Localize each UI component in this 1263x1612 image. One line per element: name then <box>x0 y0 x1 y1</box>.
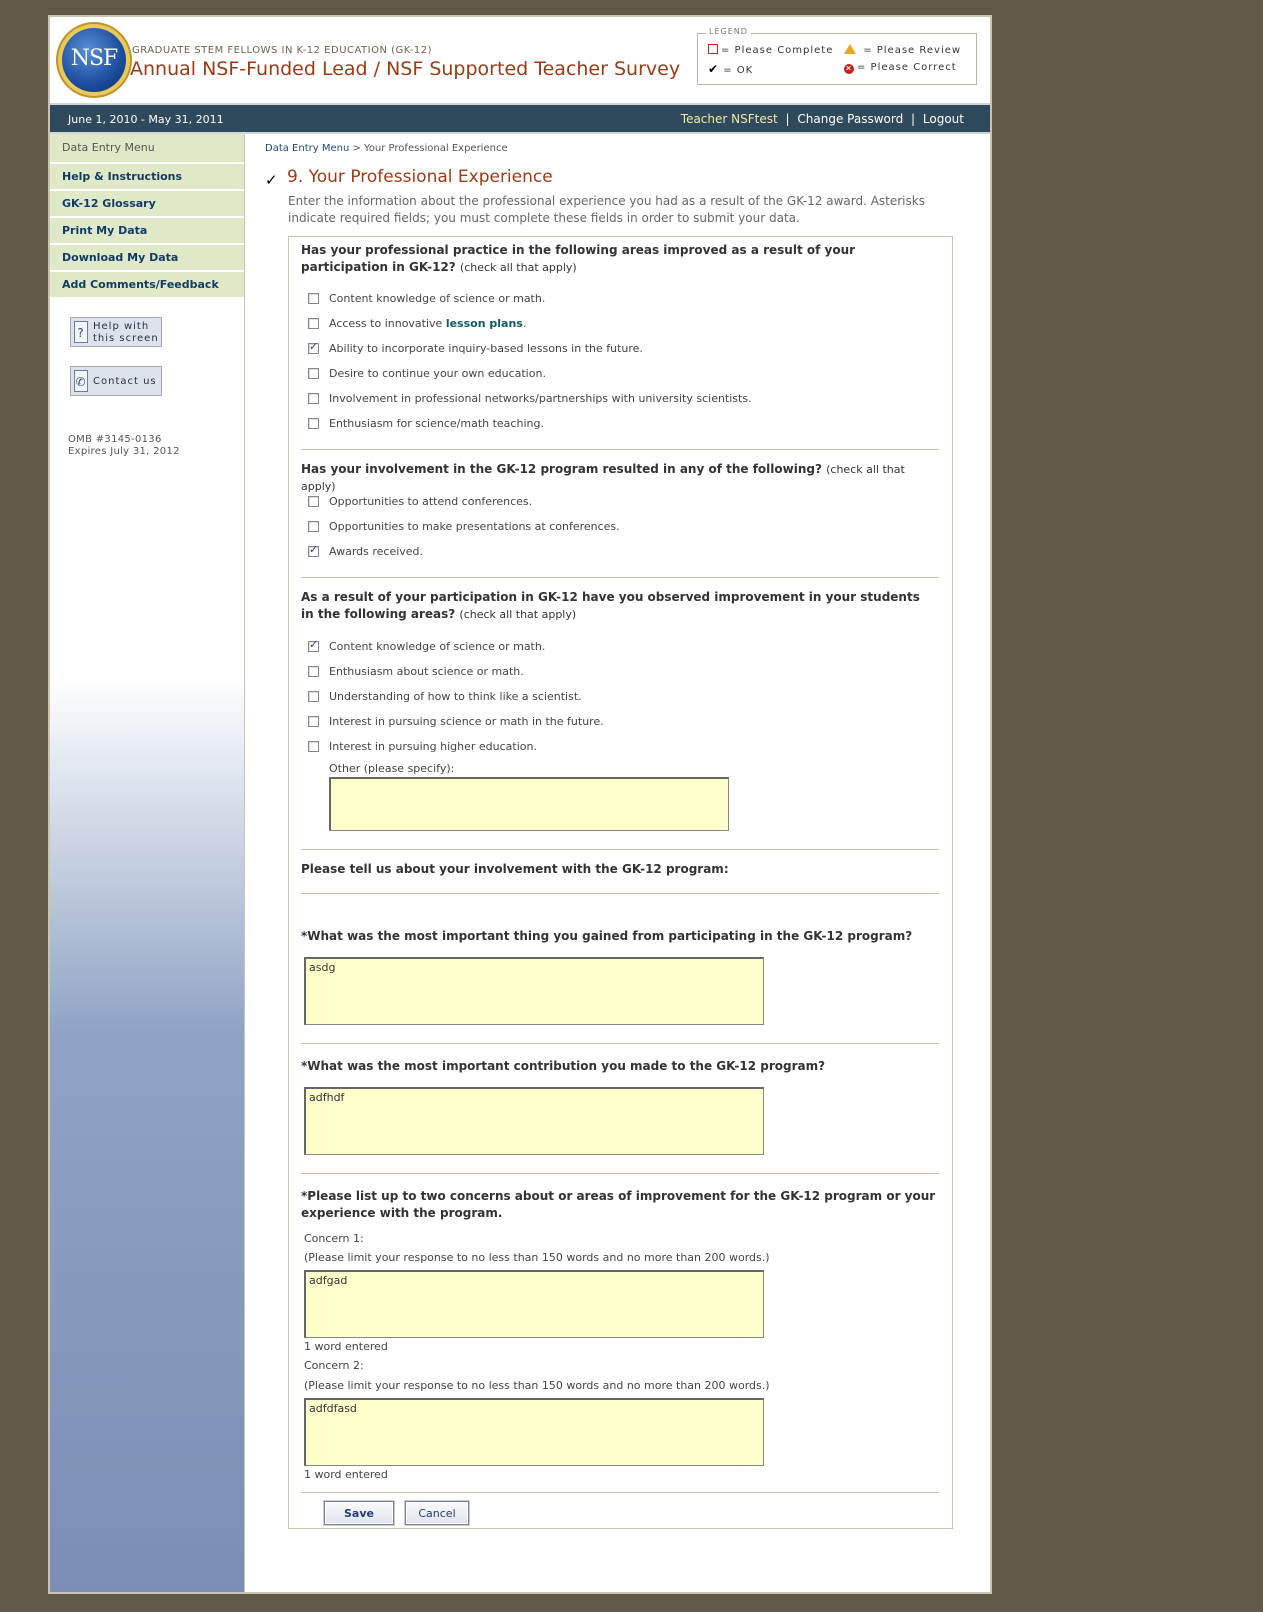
option-label: Desire to continue your own education. <box>329 367 546 380</box>
legend-ok-label: = OK <box>723 65 754 76</box>
checkbox[interactable] <box>308 496 319 507</box>
header <box>50 17 990 103</box>
checkbox[interactable] <box>308 741 319 752</box>
concern-2-hint: (Please limit your response to no less than 150 words and no more than 200 words.) <box>304 1379 770 1392</box>
option-label: Content knowledge of science or math. <box>329 640 546 653</box>
important-contribution-textarea[interactable] <box>304 1087 764 1155</box>
contact-us-label: Contact us <box>93 376 157 387</box>
other-specify-textarea[interactable] <box>329 777 729 831</box>
page-title: Annual NSF-Funded Lead / NSF Supported Teacher Survey <box>130 58 681 80</box>
question-1-text: Has your professional practice in the following areas improved as a result of your participation in GK-12? <box>301 243 856 274</box>
incomplete-square-icon <box>708 44 718 54</box>
question-2-hint: (check all that apply) <box>301 463 905 493</box>
option-label: Awards received. <box>329 545 424 558</box>
breadcrumb-link[interactable]: Data Entry Menu <box>265 143 350 154</box>
legend <box>697 27 977 85</box>
checkbox[interactable] <box>308 318 319 329</box>
sidebar-item-print-data[interactable]: Print My Data <box>50 218 244 245</box>
help-button-line2: this screen <box>93 333 159 344</box>
question-6: *Please list up to two concerns about or areas of improvement for the GK-12 program or your experience with the program. <box>301 1189 936 1220</box>
option-label: Interest in pursuing science or math in the future. <box>329 715 604 728</box>
checkbox-checked[interactable] <box>308 343 319 354</box>
save-button[interactable]: Save <box>324 1501 394 1525</box>
divider <box>301 1492 939 1493</box>
section-intro: Enter the information about the professional experience you had as a result of the GK-12 award. Asterisks indicate required fields; you must complete these fields in order to submit your data. <box>288 194 925 225</box>
top-bar <box>50 103 990 134</box>
nsf-logo <box>62 28 126 92</box>
option-label: Enthusiasm for science/math teaching. <box>329 417 544 430</box>
checkmark-icon: ✔ <box>708 62 720 76</box>
concern-1-hint: (Please limit your response to no less than 150 words and no more than 200 words.) <box>304 1251 770 1264</box>
option-label-text: Access to innovative <box>329 317 446 330</box>
option-label: Interest in pursuing higher education. <box>329 740 537 753</box>
user-name-link[interactable]: Teacher NSFtest <box>680 112 778 126</box>
sidebar-menu-heading[interactable]: Data Entry Menu <box>50 134 244 164</box>
section-title: 9. Your Professional Experience <box>287 167 553 187</box>
option-label: Ability to incorporate inquiry-based lessons in the future. <box>329 342 643 355</box>
concern-2-label: Concern 2: <box>304 1359 364 1372</box>
user-links <box>681 112 964 126</box>
omb-expiry: Expires July 31, 2012 <box>68 446 180 457</box>
logo-text: NSF <box>70 46 118 71</box>
legend-correct-label: = Please Correct <box>857 62 957 73</box>
legend-correct <box>844 62 957 74</box>
cancel-button[interactable]: Cancel <box>405 1501 469 1525</box>
logout-link[interactable]: Logout <box>922 112 964 126</box>
checkbox[interactable] <box>308 293 319 304</box>
concern-1-textarea[interactable] <box>304 1270 764 1338</box>
checkbox[interactable] <box>308 393 319 404</box>
divider <box>301 449 939 450</box>
involvement-heading: Please tell us about your involvement with the GK-12 program: <box>301 862 729 876</box>
checkbox-checked[interactable] <box>308 546 319 557</box>
error-circle-icon: ✕ <box>845 64 853 73</box>
question-3-hint: (check all that apply) <box>459 608 577 621</box>
question-1-hint: (check all that apply) <box>459 261 577 274</box>
question-3-text: As a result of your participation in GK-12 have you observed improvement in your students in the following areas? <box>301 590 920 621</box>
sidebar <box>50 134 245 1592</box>
option-label: Enthusiasm about science or math. <box>329 665 524 678</box>
contact-us-button[interactable] <box>70 366 162 396</box>
question-3 <box>301 589 936 623</box>
important-gain-textarea[interactable] <box>304 957 764 1025</box>
help-button-line1: Help with <box>93 321 150 332</box>
concern-2-word-count: 1 word entered <box>304 1468 388 1481</box>
legend-review <box>844 44 961 56</box>
omb-number: OMB #3145-0136 <box>68 434 162 445</box>
main-content <box>245 134 990 1592</box>
checkbox[interactable] <box>308 666 319 677</box>
checkbox[interactable] <box>308 716 319 727</box>
other-specify-label: Other (please specify): <box>329 762 455 775</box>
divider <box>301 849 939 850</box>
breadcrumb-current: > Your Professional Experience <box>349 143 508 154</box>
divider <box>301 1043 939 1044</box>
question-4: *What was the most important thing you gained from participating in the GK-12 program? <box>301 929 913 943</box>
option-label-end: . <box>522 317 527 330</box>
reporting-period: June 1, 2010 - May 31, 2011 <box>68 113 224 126</box>
separator: | <box>911 112 916 126</box>
question-2-text: Has your involvement in the GK-12 program resulted in any of the following? <box>301 462 822 476</box>
legend-complete <box>708 44 833 56</box>
program-name: GRADUATE STEM FELLOWS IN K-12 EDUCATION (GK-12) <box>132 45 433 56</box>
checkbox-checked[interactable] <box>308 641 319 652</box>
checkbox[interactable] <box>308 418 319 429</box>
sidebar-item-download-data[interactable]: Download My Data <box>50 245 244 272</box>
checkbox[interactable] <box>308 521 319 532</box>
question-mark-icon: ? <box>74 321 88 343</box>
page <box>48 15 992 1594</box>
question-5: *What was the most important contribution you made to the GK-12 program? <box>301 1059 826 1073</box>
option-label: Content knowledge of science or math. <box>329 292 546 305</box>
option-label <box>329 317 526 330</box>
divider <box>301 893 939 894</box>
section-complete-check-icon: ✓ <box>265 171 278 189</box>
legend-complete-label: = Please Complete <box>721 45 834 56</box>
change-password-link[interactable]: Change Password <box>797 112 904 126</box>
checkbox[interactable] <box>308 368 319 379</box>
checkbox[interactable] <box>308 691 319 702</box>
survey-form <box>288 236 953 1529</box>
help-screen-button[interactable] <box>70 317 162 347</box>
concern-1-label: Concern 1: <box>304 1232 364 1245</box>
separator: | <box>785 112 790 126</box>
phone-icon: ✆ <box>74 370 88 392</box>
sidebar-item-help-instructions[interactable]: Help & Instructions <box>50 164 244 191</box>
legend-ok <box>708 62 753 76</box>
lesson-plans-link[interactable]: lesson plans <box>445 317 523 330</box>
option-label: Opportunities to make presentations at conferences. <box>329 520 620 533</box>
question-1 <box>301 242 936 276</box>
breadcrumb <box>265 143 508 154</box>
omb-info <box>68 434 180 458</box>
option-label: Involvement in professional networks/partnerships with university scientists. <box>329 392 752 405</box>
divider <box>301 577 939 578</box>
option-label: Understanding of how to think like a scientist. <box>329 690 582 703</box>
legend-review-label: = Please Review <box>863 45 962 56</box>
sidebar-item-glossary[interactable]: GK-12 Glossary <box>50 191 244 218</box>
divider <box>301 1173 939 1174</box>
warning-triangle-icon <box>844 44 856 54</box>
question-2 <box>301 461 936 495</box>
concern-2-textarea[interactable] <box>304 1398 764 1466</box>
sidebar-item-comments-feedback[interactable]: Add Comments/Feedback <box>50 272 244 299</box>
option-label: Opportunities to attend conferences. <box>329 495 533 508</box>
legend-title: LEGEND <box>706 27 751 36</box>
concern-1-word-count: 1 word entered <box>304 1340 388 1353</box>
